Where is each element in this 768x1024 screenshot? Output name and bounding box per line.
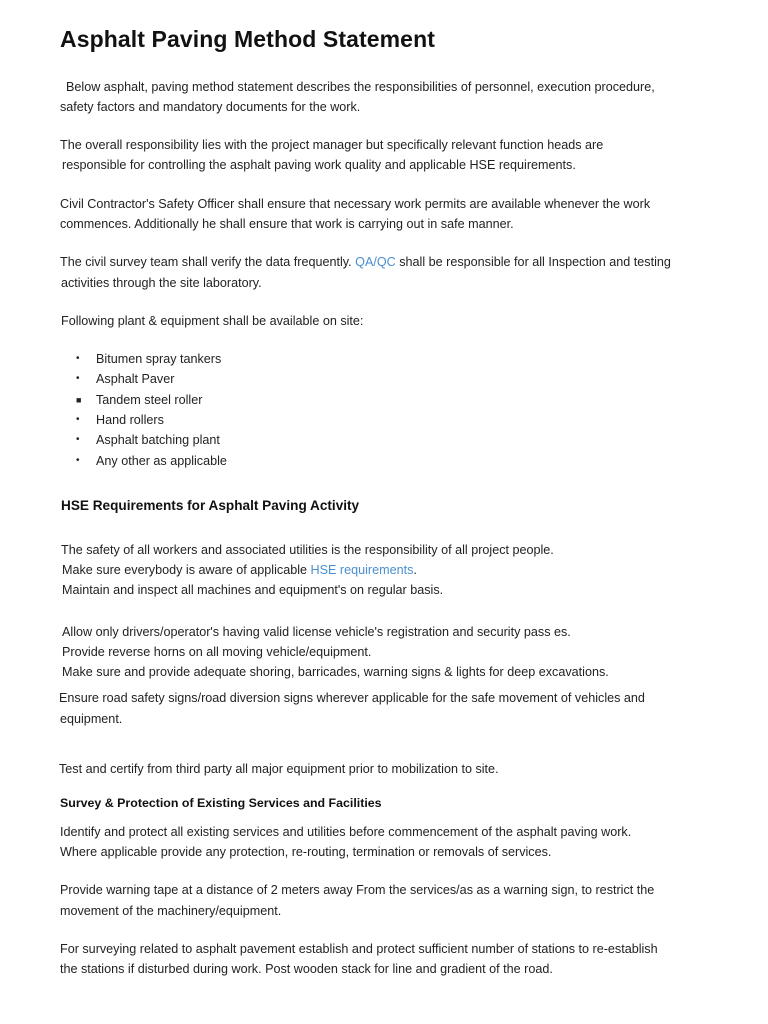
survey-line-5: For surveying related to asphalt pavement establish and protect sufficient number of stations to re-establish xyxy=(60,942,658,956)
list-item xyxy=(76,349,227,369)
list-item-text: Hand rollers xyxy=(96,413,164,428)
intro-line-2: safety factors and mandatory documents for the work. xyxy=(60,100,361,114)
safety-officer-line-1: Civil Contractor's Safety Officer shall ensure that necessary work permits are available whenever the work xyxy=(60,197,651,211)
plant-list xyxy=(76,349,227,471)
plant-intro: Following plant & equipment shall be available on site: xyxy=(61,314,364,328)
list-item xyxy=(76,450,227,470)
hse-line-3: Maintain and inspect all machines and equipment's on regular basis. xyxy=(62,583,444,597)
list-item xyxy=(76,410,227,430)
bullet-icon: • xyxy=(76,414,80,426)
bullet-icon: • xyxy=(76,454,80,466)
list-item xyxy=(76,430,227,450)
hse-line-6: Make sure and provide adequate shoring, barricades, warning signs & lights for deep excavations. xyxy=(62,665,609,679)
survey-line-6: the stations if disturbed during work. Post wooden stack for line and gradient of the road. xyxy=(60,962,553,976)
bullet-icon: • xyxy=(76,353,80,365)
hse-line-7: Ensure road safety signs/road diversion signs wherever applicable for the safe movement of vehicles and xyxy=(59,691,645,705)
square-bullet-icon: ■ xyxy=(76,394,82,405)
survey-team-line-1 xyxy=(60,252,671,272)
survey-line-3: Provide warning tape at a distance of 2 meters away From the services/as as a warning sign, to restrict the xyxy=(60,883,655,897)
hse-heading: HSE Requirements for Asphalt Paving Activity xyxy=(61,498,360,513)
intro-line-1: Below asphalt, paving method statement describes the responsibilities of personnel, execution procedure, xyxy=(66,80,655,94)
list-item xyxy=(76,369,227,389)
responsibility-line-2: responsible for controlling the asphalt paving work quality and applicable HSE requirements. xyxy=(62,158,576,172)
safety-officer-line-2: commences. Additionally he shall ensure that work is carrying out in safe manner. xyxy=(60,217,514,231)
bullet-icon: • xyxy=(76,373,80,385)
list-item-text: Tandem steel roller xyxy=(96,392,203,407)
list-item-text: Any other as applicable xyxy=(96,453,227,468)
page-title: Asphalt Paving Method Statement xyxy=(60,26,435,52)
bullet-icon: • xyxy=(76,434,80,446)
list-item-text: Asphalt batching plant xyxy=(96,433,220,448)
hse-line-1: The safety of all workers and associated utilities is the responsibility of all project people. xyxy=(61,543,554,557)
responsibility-line-1: The overall responsibility lies with the project manager but specifically relevant function heads are xyxy=(60,138,604,152)
hse-line-5: Provide reverse horns on all moving vehicle/equipment. xyxy=(62,645,372,659)
survey-team-line-2: activities through the site laboratory. xyxy=(61,276,262,290)
survey-line-4: movement of the machinery/equipment. xyxy=(60,904,282,918)
hse-line-8: equipment. xyxy=(60,712,123,726)
qa-qc-link[interactable]: QA/QC xyxy=(355,255,396,269)
survey-line-2: Where applicable provide any protection, re-routing, termination or removals of services. xyxy=(60,845,552,859)
hse-line-2-text: Make sure everybody is aware of applicable xyxy=(62,563,311,577)
list-item-text: Bitumen spray tankers xyxy=(96,352,222,367)
hse-line-2 xyxy=(62,560,417,580)
survey-team-text: The civil survey team shall verify the data frequently. xyxy=(60,255,356,269)
survey-heading: Survey & Protection of Existing Services and Facilities xyxy=(60,796,382,810)
hse-line-4: Allow only drivers/operator's having valid license vehicle's registration and security pass es. xyxy=(62,625,571,639)
hse-line-2-end: . xyxy=(413,563,417,577)
hse-requirements-link[interactable]: HSE requirements xyxy=(310,563,414,577)
survey-team-text-after: shall be responsible for all Inspection and testing xyxy=(395,255,671,269)
survey-line-1: Identify and protect all existing services and utilities before commencement of the asphalt paving work. xyxy=(60,825,632,839)
list-item xyxy=(76,390,227,410)
hse-line-9: Test and certify from third party all major equipment prior to mobilization to site. xyxy=(59,762,499,776)
list-item-text: Asphalt Paver xyxy=(96,372,175,387)
